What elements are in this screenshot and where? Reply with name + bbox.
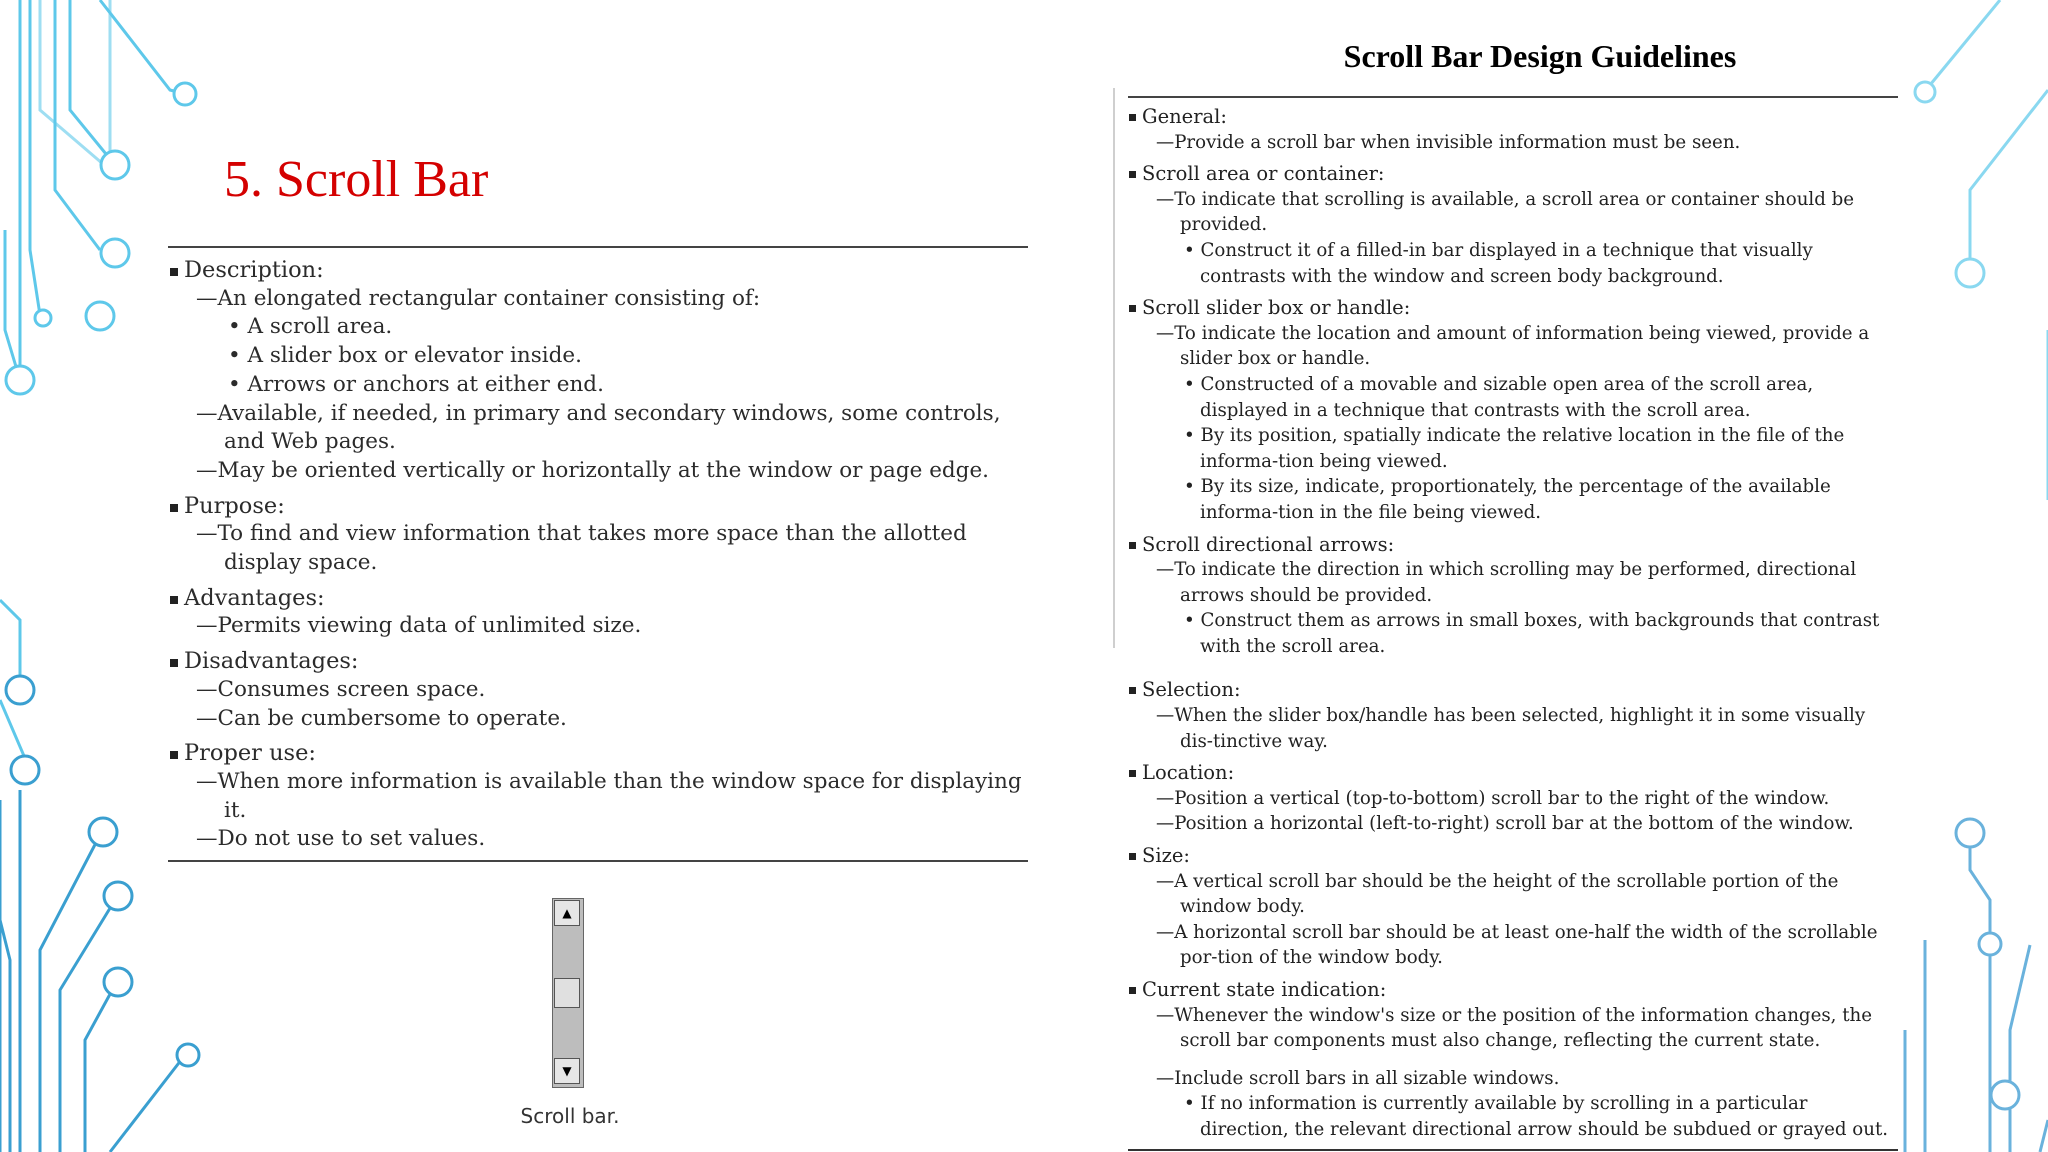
bullet-item: • Construct them as arrows in small boxes, with backgrounds that contrast with the scroll area. [1128, 608, 1898, 659]
dash-item: — A vertical scroll bar should be the height of the scrollable portion of the window body. [1128, 869, 1898, 920]
section-title: Advantages: [168, 584, 1028, 613]
section [168, 584, 1028, 641]
dash-item: — To find and view information that takes more space than the allotted display space. [168, 520, 1028, 577]
dash-item: — An elongated rectangular container consisting of: [168, 285, 1028, 314]
scroll-bar-figure [552, 898, 584, 1088]
scroll-up-arrow-icon: ▲ [554, 900, 580, 926]
bottom-rule [168, 860, 1028, 862]
section [1128, 532, 1898, 672]
dash-item: — Provide a scroll bar when invisible information must be seen. [1128, 130, 1898, 156]
section [1128, 677, 1898, 754]
section-title: Scroll slider box or handle: [1128, 295, 1898, 321]
bullet-item: • A slider box or elevator inside. [168, 342, 1028, 371]
bullet-item: • By its position, spatially indicate the relative location in the file of the informa-tion being viewed. [1128, 423, 1898, 474]
dash-item: — To indicate the location and amount of information being viewed, provide a slider box or handle. [1128, 321, 1898, 372]
section [1128, 161, 1898, 289]
section [1128, 977, 1898, 1143]
dash-item: — Whenever the window's size or the position of the information changes, the scroll bar components must also change, reflecting the current state. [1128, 1003, 1898, 1054]
spacer [1128, 659, 1898, 671]
slide-title: 5. Scroll Bar [224, 151, 489, 208]
section [168, 492, 1028, 578]
dash-item: — Include scroll bars in all sizable windows. [1128, 1066, 1898, 1092]
section [1128, 295, 1898, 525]
section-title: Description: [168, 256, 1028, 285]
dash-item: — When the slider box/handle has been selected, highlight it in some visually dis-tinctive way. [1128, 703, 1898, 754]
dash-item: — May be oriented vertically or horizontally at the window or page edge. [168, 457, 1028, 486]
dash-item: — Permits viewing data of unlimited size. [168, 612, 1028, 641]
bullet-item: • Arrows or anchors at either end. [168, 371, 1028, 400]
section [168, 256, 1028, 486]
dash-item: — Position a horizontal (left-to-right) scroll bar at the bottom of the window. [1128, 811, 1898, 837]
dash-item: — Do not use to set values. [168, 825, 1028, 854]
section-title: Scroll area or container: [1128, 161, 1898, 187]
dash-item: — To indicate the direction in which scrolling may be performed, directional arrows should be provided. [1128, 557, 1898, 608]
scroll-down-arrow-icon: ▼ [554, 1058, 580, 1084]
section-title: Current state indication: [1128, 977, 1898, 1003]
guidelines-bottom-rule [1128, 1149, 1898, 1151]
section [168, 647, 1028, 733]
section [1128, 843, 1898, 971]
section [1128, 104, 1898, 155]
bullet-item: • Constructed of a movable and sizable open area of the scroll area, displayed in a technique that contrasts with the scroll area. [1128, 372, 1898, 423]
dash-item: — Position a vertical (top-to-bottom) scroll bar to the right of the window. [1128, 786, 1898, 812]
section-title: Location: [1128, 760, 1898, 786]
description-content [168, 248, 1028, 860]
section-title: Size: [1128, 843, 1898, 869]
dash-item: — Available, if needed, in primary and secondary windows, some controls, and Web pages. [168, 400, 1028, 457]
spacer [1128, 1054, 1898, 1066]
dash-item: — Consumes screen space. [168, 676, 1028, 705]
guidelines-title: Scroll Bar Design Guidelines [1343, 38, 1737, 74]
scroll-thumb [554, 978, 580, 1008]
circuit-decoration-right [1900, 0, 2048, 1152]
section-title: Purpose: [168, 492, 1028, 521]
section [168, 739, 1028, 854]
section-title: Selection: [1128, 677, 1898, 703]
dash-item: — When more information is available than the window space for displaying it. [168, 768, 1028, 825]
guidelines-panel [1128, 96, 1898, 1151]
description-panel [168, 246, 1028, 862]
figure-caption: Scroll bar. [520, 1104, 620, 1128]
section [1128, 760, 1898, 837]
section-title: Scroll directional arrows: [1128, 532, 1898, 558]
bullet-item: • A scroll area. [168, 313, 1028, 342]
section-title: Disadvantages: [168, 647, 1028, 676]
section-title: General: [1128, 104, 1898, 130]
bullet-item: • By its size, indicate, proportionately, the percentage of the available informa-tion in the file being viewed. [1128, 474, 1898, 525]
section-title: Proper use: [168, 739, 1028, 768]
bullet-item: • If no information is currently available by scrolling in a particular direction, the relevant directional arrow should be subdued or grayed out. [1128, 1091, 1898, 1142]
bullet-item: • Construct it of a filled-in bar displayed in a technique that visually contrasts with the window and screen body background. [1128, 238, 1898, 289]
dash-item: — A horizontal scroll bar should be at least one-half the width of the scrollable por-tion of the window body. [1128, 920, 1898, 971]
dash-item: — Can be cumbersome to operate. [168, 705, 1028, 734]
guidelines-content [1128, 98, 1898, 1143]
vertical-divider [1113, 88, 1115, 648]
dash-item: — To indicate that scrolling is available, a scroll area or container should be provided. [1128, 187, 1898, 238]
